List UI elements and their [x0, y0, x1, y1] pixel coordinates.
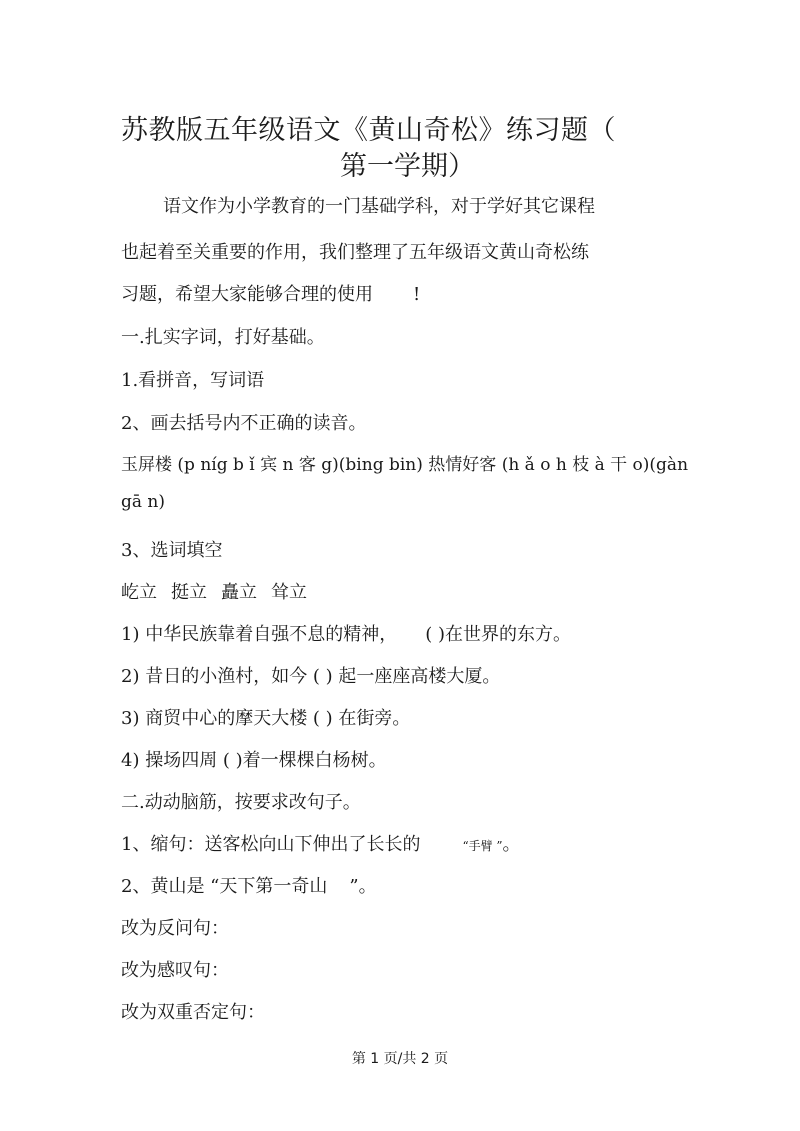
section2-item1: [121, 830, 521, 856]
word-choice: 挺立: [171, 582, 207, 603]
fill-sentence-3: 3) 商贸中心的摩天大楼 ( ) 在街旁。: [121, 708, 411, 729]
section1-item2: 2、画去括号内不正确的读音。: [121, 413, 367, 434]
rewrite-rhetorical: 改为反问句：: [121, 918, 229, 939]
quoted-word: “手臂 ”: [462, 839, 503, 853]
word-choice: 耸立: [271, 582, 307, 603]
section2-item2: [121, 872, 377, 898]
title-line-2: 第一学期）: [340, 151, 475, 182]
page-footer: 第 1 页/共 2 页: [351, 1051, 449, 1067]
section2-item1-end: 。: [502, 834, 521, 855]
pinyin-line-1: 玉屏楼 (p níg b ǐ 宾 n 客 g)(bing bin) 热情好客 (h ǎ o h 枝 à 干 o)(gàn: [121, 455, 689, 475]
intro-line-2: 也起着至关重要的作用，我们整理了五年级语文黄山奇松练: [121, 242, 589, 263]
pinyin-line-2: gā n): [121, 492, 166, 512]
intro-line-3-text: 习题，希望大家能够合理的使用: [121, 284, 373, 305]
intro-line-1: 语文作为小学教育的一门基础学科，对于学好其它课程: [163, 196, 595, 217]
section2-item2-text: 2、黄山是 “天下第一奇山: [121, 876, 328, 897]
rewrite-exclamatory: 改为感叹句：: [121, 960, 229, 981]
fill-sentence-4: 4) 操场四周 ( )着一棵棵白杨树。: [121, 750, 387, 771]
section1-item1: 1.看拼音，写词语: [121, 370, 265, 391]
section2-item2-end: ”。: [349, 876, 377, 897]
rewrite-double-negative: 改为双重否定句：: [121, 1002, 265, 1023]
intro-line-3-end: !: [413, 284, 421, 305]
section1-heading: 一.扎实字词，打好基础。: [121, 327, 325, 348]
fill-sentence-text: 1) 中华民族靠着自强不息的精神，: [121, 624, 398, 645]
word-choice: 屹立: [121, 582, 157, 603]
fill-sentence-1: [121, 620, 571, 646]
fill-sentence-2: 2) 昔日的小渔村，如今 ( ) 起一座座高楼大厦。: [121, 666, 501, 687]
intro-line-3: [121, 280, 420, 306]
word-choices: [121, 578, 307, 604]
word-choice: 矗立: [221, 582, 257, 603]
fill-sentence-text: ( )在世界的东方。: [425, 624, 571, 645]
section2-item1-text: 1、缩句：送客松向山下伸出了长长的: [121, 834, 421, 855]
title-line-1: 苏教版五年级语文《黄山奇松》练习题（: [121, 115, 616, 146]
section2-heading: 二.动动脑筋，按要求改句子。: [121, 792, 361, 813]
section1-item3: 3、选词填空: [121, 540, 223, 561]
